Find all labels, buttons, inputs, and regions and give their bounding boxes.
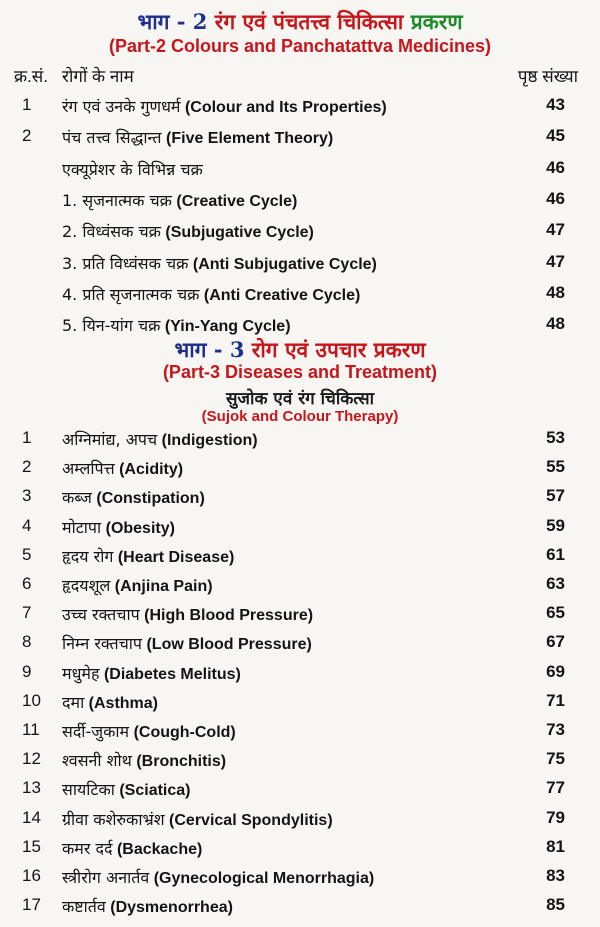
part3-heading-title: रोग एवं उपचार <box>251 337 367 362</box>
table-row <box>0 837 600 863</box>
row-title-hindi: 5. यिन-यांग चक्र <box>62 316 161 336</box>
row-page-number: 45 <box>546 126 565 146</box>
row-title-hindi: एक्यूप्रेशर के विभिन्न चक्र <box>62 159 203 179</box>
part3-section-hindi: सुजोक एवं रंग चिकित्सा <box>225 389 375 409</box>
row-title-hindi: अम्लपित्त <box>62 459 115 479</box>
table-row <box>0 545 600 571</box>
row-title-english: (Dysmenorrhea) <box>110 899 233 917</box>
row-page-number: 71 <box>546 690 565 710</box>
row-title <box>62 632 312 654</box>
row-page-number: 65 <box>546 603 565 623</box>
row-title <box>62 428 258 450</box>
row-title-hindi: रंग एवं उनके गुणधर्म <box>62 97 181 116</box>
row-title-hindi: सायटिका <box>62 780 115 800</box>
part3-subtitle: (Part-3 Diseases and Treatment) <box>162 362 438 382</box>
row-title <box>62 749 226 771</box>
table-row <box>0 486 600 512</box>
row-number: 8 <box>22 632 32 652</box>
table-row <box>0 283 600 309</box>
row-number: 6 <box>22 574 32 593</box>
table-row <box>0 189 600 215</box>
row-title-hindi: निम्न रक्तचाप <box>62 634 143 654</box>
row-number: 2 <box>22 457 32 477</box>
row-title <box>62 189 297 211</box>
part2-heading-title: रंग एवं पंचतत्त्व चिकित्सा <box>214 9 404 34</box>
row-title-hindi: ग्रीवा कशेरुकाभ्रंश <box>62 809 165 829</box>
row-number: 1 <box>22 428 32 447</box>
row-number: 3 <box>22 486 32 506</box>
row-title <box>62 158 203 180</box>
row-title-hindi: हृदयशूल <box>62 576 111 595</box>
row-number: 15 <box>22 836 41 856</box>
row-page-number: 63 <box>546 574 565 593</box>
row-title-english: (Bronchitis) <box>136 753 227 771</box>
row-number: 13 <box>22 778 41 798</box>
part3-heading <box>0 336 600 364</box>
row-page-number: 79 <box>546 807 565 827</box>
row-title-hindi: कष्टार्तव <box>62 897 106 917</box>
row-title-english: (Heart Disease) <box>117 548 235 566</box>
row-number: 12 <box>22 749 41 769</box>
row-title-hindi: कमर दर्द <box>62 838 113 858</box>
row-page-number: 48 <box>546 314 565 334</box>
part3-section-english: (Sujok and Colour Therapy) <box>201 408 399 425</box>
table-row <box>0 691 600 717</box>
row-title <box>62 545 234 567</box>
row-title <box>62 516 175 538</box>
row-number: 11 <box>22 720 40 739</box>
row-title <box>62 808 333 830</box>
row-title <box>62 720 236 742</box>
column-serial: क्र.सं. <box>14 67 48 86</box>
row-title <box>62 314 291 336</box>
row-title-hindi: दमा <box>62 692 85 712</box>
table-row <box>0 158 600 184</box>
row-title-hindi: हृदय रोग <box>62 546 114 566</box>
row-number: 14 <box>22 807 41 827</box>
table-row <box>0 457 600 483</box>
row-title <box>62 252 377 274</box>
row-title-english: (Diabetes Melitus) <box>103 665 241 683</box>
table-row <box>0 778 600 804</box>
table-row <box>0 603 600 629</box>
row-page-number: 46 <box>546 157 565 177</box>
row-page-number: 47 <box>546 251 565 271</box>
row-title-english: (Obesity) <box>105 519 175 537</box>
row-title-hindi: 2. विध्वंसक चक्र <box>62 222 161 242</box>
row-title <box>62 866 374 888</box>
table-row <box>0 866 600 892</box>
row-title-english: (Cervical Spondylitis) <box>169 811 333 829</box>
row-title <box>62 691 158 713</box>
table-row <box>0 126 600 152</box>
row-page-number: 61 <box>546 544 565 564</box>
row-title-english: (Low Blood Pressure) <box>146 636 312 654</box>
row-number: 9 <box>22 661 32 681</box>
table-row <box>0 808 600 834</box>
table-row <box>0 95 600 121</box>
row-title <box>62 95 387 117</box>
row-title-hindi: कब्ज <box>62 488 92 508</box>
row-number: 5 <box>22 544 32 564</box>
row-page-number: 55 <box>546 457 565 477</box>
row-title-english: (Constipation) <box>96 490 205 508</box>
row-title-english: (Anti Subjugative Cycle) <box>192 255 377 273</box>
row-title-english: (Colour and Its Properties) <box>184 99 387 116</box>
row-title <box>62 778 190 800</box>
row-number: 2 <box>22 126 32 146</box>
row-page-number: 53 <box>546 428 565 447</box>
row-title <box>62 220 314 242</box>
part3-heading-prakaran: प्रकरण <box>373 337 426 362</box>
row-title-hindi: 3. प्रति विध्वंसक चक्र <box>62 253 189 273</box>
row-page-number: 47 <box>546 220 565 240</box>
table-row <box>0 220 600 246</box>
table-row <box>0 574 600 600</box>
part2-subtitle: (Part-2 Colours and Panchatattva Medicines) <box>108 36 492 56</box>
table-row <box>0 632 600 658</box>
row-page-number: 48 <box>546 282 565 302</box>
row-title <box>62 283 360 305</box>
row-title-english: (Backache) <box>116 840 203 858</box>
row-number: 16 <box>22 866 41 885</box>
row-page-number: 57 <box>546 486 565 506</box>
table-row <box>0 516 600 542</box>
row-title-english: (Indigestion) <box>161 432 258 449</box>
row-title-hindi: स्त्रीरोग अनार्तव <box>62 868 150 887</box>
row-title <box>62 895 233 917</box>
row-title-english: (Yin-Yang Cycle) <box>164 318 291 336</box>
table-row <box>0 720 600 746</box>
row-page-number: 59 <box>546 515 565 535</box>
row-number: 4 <box>22 515 32 535</box>
row-title-hindi: 4. प्रति सृजनात्मक चक्र <box>62 284 200 304</box>
row-title <box>62 662 241 684</box>
part2-heading-prakaran: प्रकरण <box>410 9 463 34</box>
row-number: 7 <box>22 603 32 623</box>
row-page-number: 75 <box>546 749 565 769</box>
row-number: 1 <box>22 95 32 114</box>
table-row <box>0 895 600 921</box>
row-page-number: 83 <box>546 866 565 885</box>
row-title <box>62 837 202 859</box>
row-title-hindi: सर्दी-जुकाम <box>62 722 130 741</box>
table-row <box>0 662 600 688</box>
row-title <box>62 603 313 625</box>
row-page-number: 46 <box>546 188 565 208</box>
row-title <box>62 126 333 148</box>
column-page: पृष्ठ संख्या <box>517 67 578 86</box>
part2-heading <box>0 8 600 36</box>
row-title-hindi: श्वसनी शोथ <box>62 751 132 771</box>
row-page-number: 81 <box>546 836 565 856</box>
row-number: 10 <box>22 690 41 710</box>
row-title-english: (Subjugative Cycle) <box>165 224 314 242</box>
part3-heading-bhag: भाग - 3 <box>174 337 245 362</box>
table-row <box>0 749 600 775</box>
row-title-hindi: मोटापा <box>62 517 102 537</box>
row-page-number: 69 <box>546 661 565 681</box>
column-name: रोगों के नाम <box>62 67 134 86</box>
row-title <box>62 486 205 508</box>
row-title-hindi: उच्च रक्तचाप <box>62 605 140 625</box>
row-title-english: (Gynecological Menorrhagia) <box>153 870 375 887</box>
row-title-english: (High Blood Pressure) <box>144 607 314 625</box>
row-title <box>62 574 213 596</box>
row-title-english: (Anjina Pain) <box>114 578 213 595</box>
row-title-hindi: पंच तत्त्व सिद्धान्त <box>62 128 162 148</box>
row-title-hindi: 1. सृजनात्मक चक्र <box>62 190 172 210</box>
row-page-number: 77 <box>546 778 565 798</box>
row-title-english: (Five Element Theory) <box>166 130 334 148</box>
row-number: 17 <box>22 895 41 915</box>
table-row <box>0 252 600 278</box>
row-title-hindi: मधुमेह <box>62 663 100 683</box>
row-page-number: 73 <box>546 720 565 739</box>
row-page-number: 85 <box>546 895 565 915</box>
row-page-number: 67 <box>546 632 565 652</box>
row-title-english: (Creative Cycle) <box>176 192 298 210</box>
part2-heading-bhag: भाग - 2 <box>137 9 208 34</box>
row-title-english: (Asthma) <box>88 694 159 712</box>
row-page-number: 43 <box>546 95 565 114</box>
row-title-english: (Anti Creative Cycle) <box>203 286 361 304</box>
row-title-english: (Cough-Cold) <box>133 724 236 741</box>
row-title-english: (Acidity) <box>119 461 184 479</box>
table-row <box>0 428 600 454</box>
row-title-hindi: अग्निमांद्य, अपच <box>62 430 158 449</box>
row-title <box>62 457 183 479</box>
row-title-english: (Sciatica) <box>119 782 191 800</box>
